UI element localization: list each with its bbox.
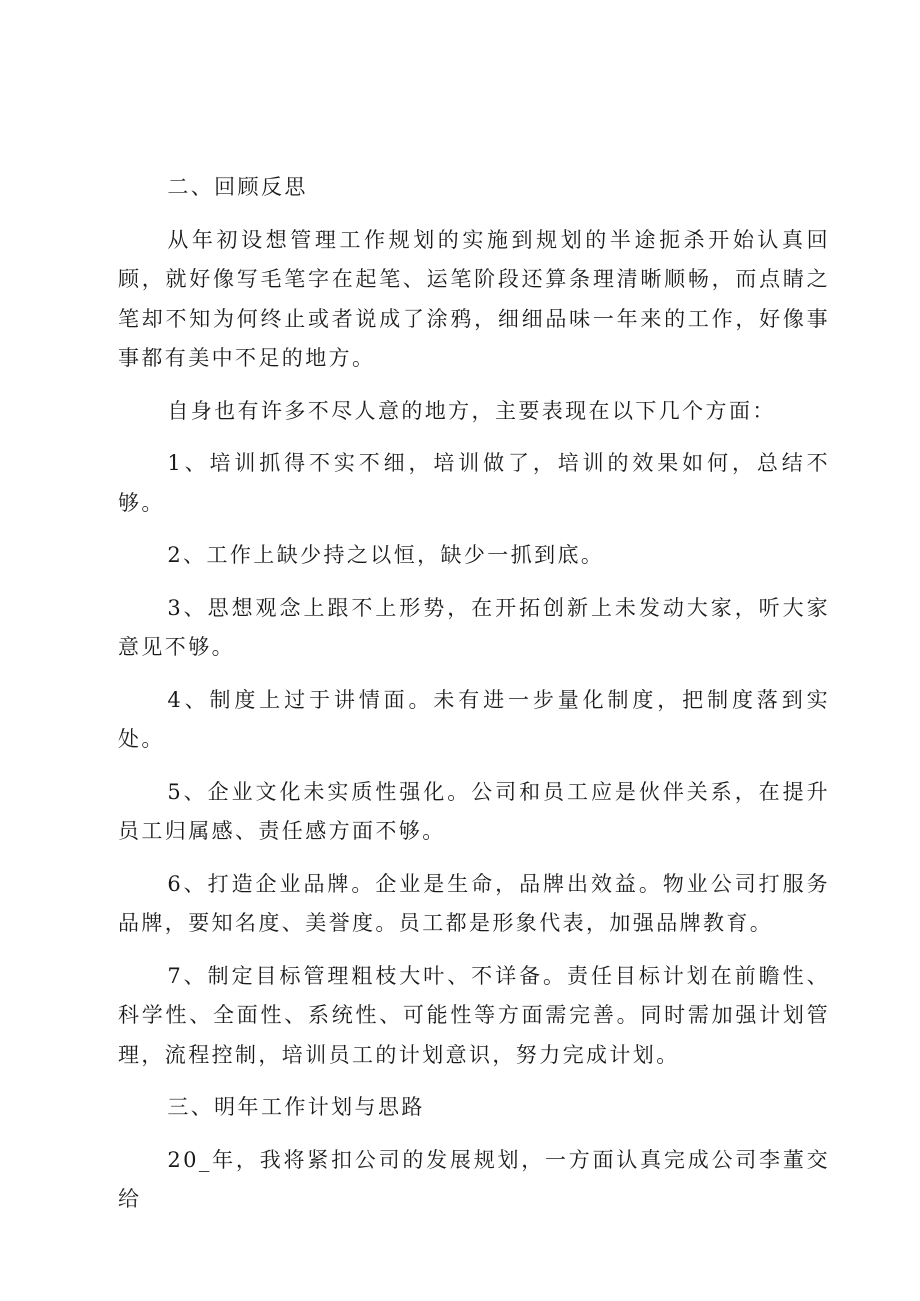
paragraph-plan-intro: 20_年，我将紧扣公司的发展规划，一方面认真完成公司李董交给 [118, 1147, 830, 1211]
document-body [118, 168, 830, 1233]
list-item-3: 3、思想观念上跟不上形势，在开拓创新上未发动大家，听大家意见不够。 [118, 595, 830, 659]
section-heading-plan: 三、明年工作计划与思路 [167, 1095, 425, 1119]
list-item-2: 2、工作上缺少持之以恒，缺少一抓到底。 [167, 543, 605, 567]
paragraph-shortcomings-intro: 自身也有许多不尽人意的地方，主要表现在以下几个方面： [167, 398, 776, 423]
list-item-4: 4、制度上过于讲情面。未有进一步量化制度，把制度落到实处。 [118, 687, 830, 751]
list-item-1: 1、培训抓得不实不细，培训做了，培训的效果如何，总结不够。 [118, 451, 830, 515]
section-heading-review: 二、回顾反思 [167, 175, 308, 199]
list-item-6: 6、打造企业品牌。企业是生命，品牌出效益。物业公司打服务品牌，要知名度、美誉度。员工都是形象代表，加强品牌教育。 [118, 871, 830, 935]
paragraph-review-intro: 从年初设想管理工作规划的实施到规划的半途扼杀开始认真回顾，就好像写毛笔字在起笔、运笔阶段还算条理清晰顺畅，而点睛之笔却不知为何终止或者说成了涂鸦，细细品味一年来的工作，好像事事都有美中不足的地方。 [118, 227, 830, 370]
list-item-7: 7、制定目标管理粗枝大叶、不详备。责任目标计划在前瞻性、科学性、全面性、系统性、可能性等方面需完善。同时需加强计划管理，流程控制，培训员工的计划意识，努力完成计划。 [118, 963, 830, 1067]
list-item-5: 5、企业文化未实质性强化。公司和员工应是伙伴关系，在提升员工归属感、责任感方面不够。 [118, 779, 830, 843]
